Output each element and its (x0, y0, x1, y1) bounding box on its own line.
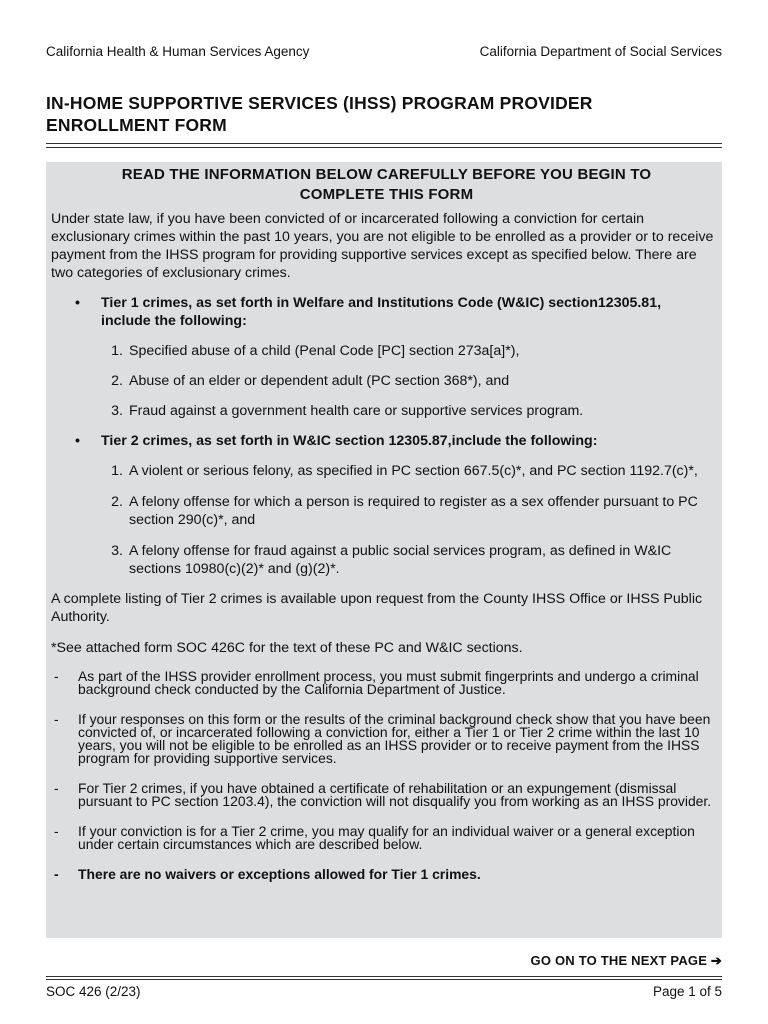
divider-top (46, 143, 722, 144)
form-title (46, 92, 706, 136)
page-footer (46, 984, 722, 999)
form-title-line-2: ENROLLMENT FORM (46, 115, 227, 135)
dash-marker: - (54, 711, 59, 727)
next-page-indicator: GO ON TO THE NEXT PAGE ➔ (530, 953, 722, 968)
list-number: 2. (111, 494, 123, 510)
page-number: Page 1 of 5 (652, 984, 722, 999)
list-number: 2. (111, 373, 123, 389)
dash-marker: - (54, 668, 59, 684)
bullet-icon: • (75, 433, 80, 449)
list-item-text: A felony offense for which a person is required to register as a sex offender pursuant to PC section 290(c)*, and (129, 494, 698, 528)
list-item (101, 372, 722, 390)
agency-name: California Health & Human Services Agency (46, 44, 310, 59)
list-item-text: A violent or serious felony, as specified in PC section 667.5(c)*, and PC section 1192.7(c)*, (129, 463, 698, 479)
notice-heading-line-1: READ THE INFORMATION BELOW CAREFULLY BEFORE YOU BEGIN TO (121, 166, 652, 183)
list-number: 3. (111, 403, 123, 419)
divider-bottom-secondary (46, 979, 722, 980)
intro-paragraph: Under state law, if you have been convicted of or incarcerated following a conviction for certain exclusionary crimes within the past 10 years, you are not eligible to be enrolled as a provider or to receive payment from the IHSS program for providing supportive services except as specified below. There are two categories of exclusionary crimes. (51, 211, 714, 281)
form-id: SOC 426 (2/23) (46, 984, 141, 999)
see-attached-note: *See attached form SOC 426C for the text of these PC and W&IC sections. (51, 640, 523, 656)
list-item (51, 670, 722, 696)
list-item-text: Fraud against a government health care or supportive services program. (129, 403, 584, 419)
list-item (51, 713, 722, 765)
list-item (51, 868, 722, 881)
list-item-text: Specified abuse of a child (Penal Code [PC] section 273a[a]*), (129, 343, 520, 359)
dash-marker: - (54, 823, 59, 839)
list-item-text: For Tier 2 crimes, if you have obtained a certificate of rehabilitation or an expungement (dismissal pursuant to PC section 1203.4), the conviction will not disqualify you from working as an IHSS provider. (78, 780, 712, 809)
dash-marker: - (54, 866, 59, 882)
department-name: California Department of Social Services (479, 44, 722, 59)
list-item-text: There are no waivers or exceptions allowed for Tier 1 crimes. (78, 866, 481, 882)
list-item (101, 542, 722, 578)
tier-2-heading (51, 432, 722, 450)
list-item-text: Abuse of an elder or dependent adult (PC section 368*), and (129, 373, 510, 389)
list-item (51, 825, 722, 851)
divider-top-secondary (46, 147, 722, 148)
list-item-text: If your conviction is for a Tier 2 crime, you may qualify for an individual waiver or a general exception under certain circumstances which are described below. (78, 823, 695, 852)
list-number: 1. (111, 463, 123, 479)
bullet-icon: • (75, 295, 80, 311)
divider-bottom (46, 976, 722, 977)
list-item (51, 782, 722, 808)
list-item-text: If your responses on this form or the results of the criminal background check show that you have been convicted of, or incarcerated following a conviction for, either a Tier 1 or Tier 2 crime within the last 10 years, you will not be eligible to be enrolled as an IHSS provider or to receive payment from the IHSS program for providing supportive services. (78, 711, 711, 766)
page-header (46, 44, 722, 59)
list-item-text: A felony offense for fraud against a public social services program, as defined in W&IC sections 10980(c)(2)* and (g)(2)*. (129, 543, 672, 577)
tier-2-listing-note: A complete listing of Tier 2 crimes is available upon request from the County IHSS Office or IHSS Public Authority. (51, 591, 703, 625)
form-title-line-1: IN-HOME SUPPORTIVE SERVICES (IHSS) PROGRAM PROVIDER (46, 93, 593, 113)
list-number: 1. (111, 343, 123, 359)
notice-panel (46, 162, 722, 938)
list-item (101, 493, 722, 529)
dash-marker: - (54, 780, 59, 796)
list-item (101, 462, 722, 480)
notice-heading (51, 165, 722, 205)
list-number: 3. (111, 543, 123, 559)
tier-2-heading-text: Tier 2 crimes, as set forth in W&IC section 12305.87,include the following: (101, 433, 598, 449)
list-item (101, 342, 722, 360)
tier-1-heading (51, 294, 722, 330)
list-item-text: As part of the IHSS provider enrollment process, you must submit fingerprints and undergo a criminal background check conducted by the California Department of Justice. (78, 668, 699, 697)
notice-heading-line-2: COMPLETE THIS FORM (299, 186, 474, 203)
tier-1-heading-text: Tier 1 crimes, as set forth in Welfare and Institutions Code (W&IC) section12305.81, include the following: (101, 295, 662, 329)
list-item (101, 402, 722, 420)
